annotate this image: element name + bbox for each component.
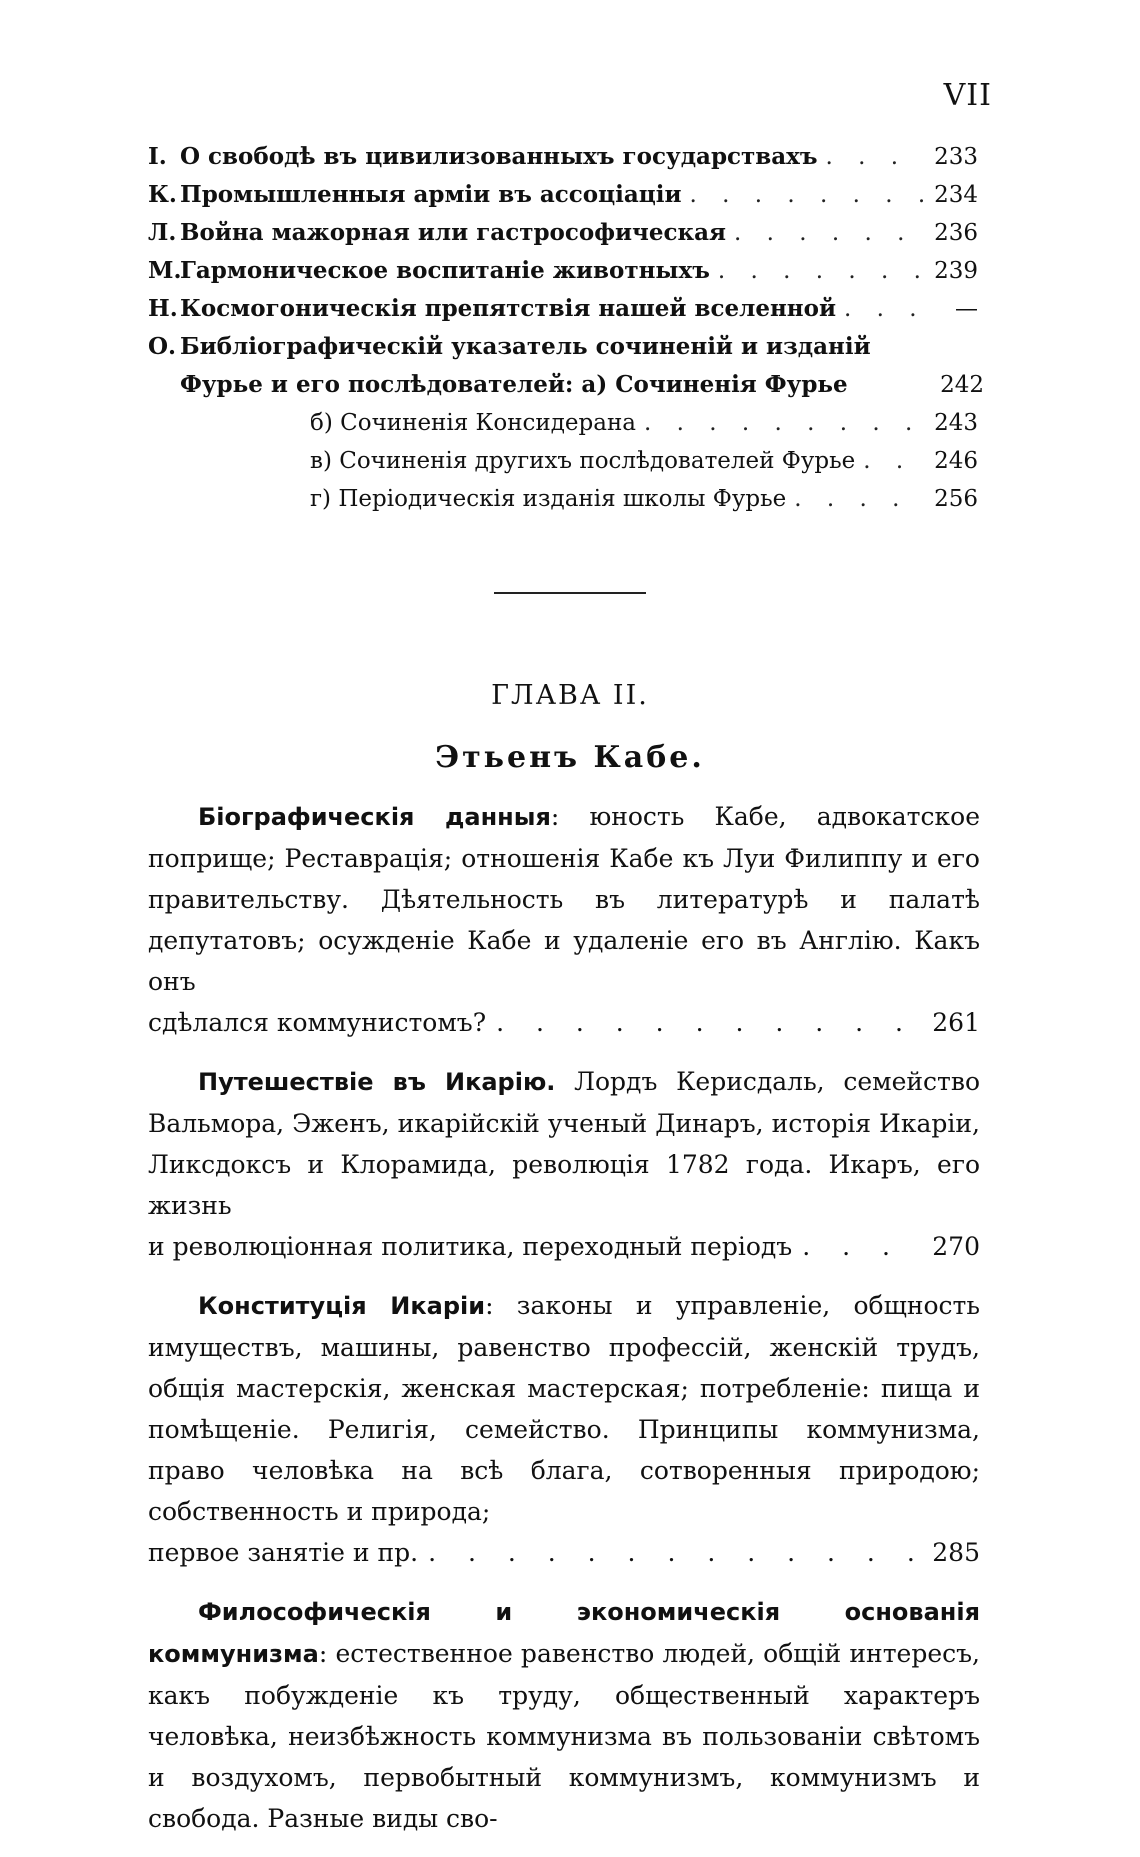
section-page: 261 — [932, 1008, 980, 1037]
toc-entry — [148, 328, 984, 404]
toc-entry — [148, 138, 978, 176]
toc-entry-title: Библіографическій указатель сочиненій и изданій Фурье и его послѣдователей: а) Сочиненія Фурье — [180, 333, 871, 398]
section-body: : естественное равенство людей, общій интересъ, какъ побужденіе къ труду, общественный характеръ человѣка, неизбѣжность коммунизма въ пользованіи свѣтомъ и воздухомъ, первобытный коммунизмъ, коммунизмъ и свобода. Разные виды сво- — [148, 1639, 980, 1833]
section-body: : юность Кабе, адвокатское поприще; Реставрація; отношенія Кабе къ Луи Филиппу и его правительству. Дѣятельность въ литературѣ и палатѣ депутатовъ; осужденіе Кабе и удаленіе его въ Англію. Какъ онъ — [148, 802, 980, 996]
toc-entry-letter: I. — [148, 143, 167, 170]
toc-entry-title: г) Періодическія изданія школы Фурье — [310, 486, 787, 512]
section-tail: первое занятіе и пр. — [148, 1538, 419, 1567]
section-page: 285 — [932, 1538, 980, 1567]
chapter-label: ГЛАВА II. — [491, 680, 649, 711]
section-text — [148, 796, 980, 1002]
toc-entry — [148, 214, 978, 252]
toc-entry — [148, 404, 978, 442]
dot-leader — [690, 176, 924, 214]
toc-entry-letter: Н. — [148, 295, 178, 322]
dot-leader — [644, 404, 924, 442]
toc-entry-page: 243 — [934, 410, 978, 436]
toc-entry-title: Космогоническія препятствія нашей вселенной — [180, 295, 837, 322]
toc-entry-page: 242 — [940, 372, 984, 398]
toc-entry-title: Промышленныя арміи въ ассоціаціи — [180, 181, 682, 208]
section-body: Лордъ Керисдаль, семейство Вальмора, Эженъ, икарійскій ученый Динаръ, исторія Икаріи, Ликсдоксъ и Клорамида, революція 1782 года. Икаръ, его жизнь — [148, 1067, 980, 1220]
section-text — [148, 1285, 980, 1532]
toc-entry-title: Гармоническое воспитаніе животныхъ — [180, 257, 710, 284]
toc-entry — [148, 252, 978, 290]
toc-entry-page: — — [955, 296, 978, 322]
section-body: : законы и управленіе, общность имуществъ, машины, равенство профессій, женскій трудъ, общія мастерскія, женская мастерская; потребленіе: пища и помѣщеніе. Религія, семейство. Принципы коммунизма, право человѣка на всѣ блага, сотворенныя природою; собственность и природа; — [148, 1291, 980, 1526]
dot-leader — [844, 290, 924, 328]
toc-entry — [148, 290, 978, 328]
dot-leader — [734, 214, 924, 252]
toc-entry-letter: М. — [148, 257, 182, 284]
section-head: Біографическія данныя — [198, 803, 551, 831]
dot-leader — [794, 480, 924, 518]
toc-entry-page: 239 — [934, 258, 978, 284]
toc-entry-page: 246 — [934, 448, 978, 474]
toc-entry-title: О свободѣ въ цивилизованныхъ государствахъ — [180, 143, 818, 170]
section-last-line — [148, 1002, 980, 1043]
toc-entry-page: 233 — [934, 144, 978, 170]
toc-entry-page: 234 — [934, 182, 978, 208]
toc-entry — [148, 480, 978, 518]
chapter-contents — [148, 796, 980, 1857]
section-last-line — [148, 1226, 980, 1267]
content-section — [148, 1591, 980, 1839]
table-of-contents — [148, 138, 984, 518]
content-section — [148, 1061, 980, 1267]
dot-leader — [718, 252, 924, 290]
section-head: Философическія и экономическія основанія коммунизма — [148, 1598, 980, 1668]
section-head: Путешествіе въ Икарію. — [198, 1068, 556, 1096]
content-section — [148, 1285, 980, 1573]
content-section — [148, 796, 980, 1043]
toc-entry — [148, 442, 978, 480]
toc-entry-letter: О. — [148, 333, 177, 360]
dot-leader — [496, 1002, 918, 1043]
toc-entry — [148, 176, 978, 214]
toc-entry-title: Война мажорная или гастрософическая — [180, 219, 726, 246]
page-number: VII — [943, 78, 992, 113]
section-last-line — [148, 1532, 980, 1573]
dot-leader — [863, 442, 924, 480]
chapter-title: Этьенъ Кабе. — [435, 740, 705, 775]
toc-entry-letter: Л. — [148, 219, 177, 246]
dot-leader — [826, 138, 924, 176]
dot-leader — [428, 1532, 918, 1573]
toc-entry-letter: К. — [148, 181, 177, 208]
section-text — [148, 1061, 980, 1226]
toc-entry-title: б) Сочиненія Консидерана — [310, 410, 636, 436]
dot-leader — [802, 1226, 918, 1267]
toc-entry-title: в) Сочиненія другихъ послѣдователей Фурье — [310, 448, 856, 474]
toc-entry-page: 236 — [934, 220, 978, 246]
section-divider — [494, 592, 646, 594]
section-tail: сдѣлался коммунистомъ? — [148, 1008, 487, 1037]
section-page: 270 — [932, 1232, 980, 1261]
toc-entry-page: 256 — [934, 486, 978, 512]
section-head: Конституція Икаріи — [198, 1292, 486, 1320]
section-tail: и революціонная политика, переходный періодъ — [148, 1232, 793, 1261]
section-text — [148, 1591, 980, 1839]
